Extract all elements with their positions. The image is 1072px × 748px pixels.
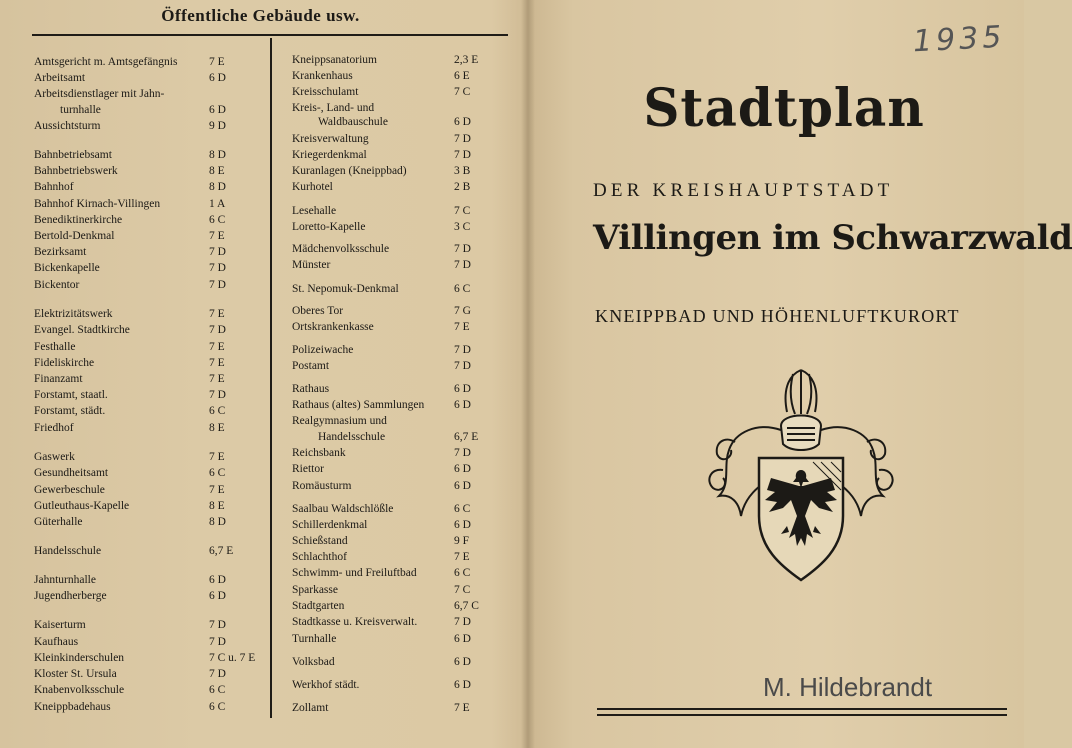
- entry-name: Volksbad: [292, 656, 335, 668]
- entry-grid-ref: 6 D: [454, 116, 471, 128]
- entry-grid-ref: 7 D: [209, 668, 226, 680]
- entry-name: Bahnhof Kirnach-Villingen: [34, 198, 161, 210]
- entry-name: Kloster St. Ursula: [34, 668, 117, 680]
- entry-name: Gesundheitsamt: [34, 467, 109, 479]
- entry-name: Güterhalle: [34, 516, 83, 528]
- entry-name: Schwimm- und Freiluftbad: [292, 567, 417, 579]
- entry-name: Aussichtsturm: [34, 120, 101, 132]
- entry-grid-ref: 3 B: [454, 165, 471, 177]
- page-fold: [521, 0, 535, 748]
- entry-name: Forstamt, städt.: [34, 405, 106, 417]
- entry-grid-ref: 7 D: [209, 279, 226, 291]
- entry-name: Knabenvolksschule: [34, 684, 125, 696]
- entry-grid-ref: 7 E: [454, 321, 470, 333]
- entry-grid-ref: 7 E: [209, 451, 225, 463]
- entry-name: Kleinkinderschulen: [34, 652, 125, 664]
- entry-name: Stadtkasse u. Kreisverwalt.: [292, 616, 418, 628]
- entry-name: Münster: [292, 259, 331, 271]
- entry-grid-ref: 7 E: [209, 308, 225, 320]
- entry-name: turnhalle: [60, 104, 101, 116]
- entry-grid-ref: 7 E: [454, 702, 470, 714]
- entry-name: Amtsgericht m. Amtsgefängnis: [34, 56, 178, 68]
- entry-name: Rathaus: [292, 383, 330, 395]
- entry-name: Loretto-Kapelle: [292, 221, 366, 233]
- entry-name: Jugendherberge: [34, 590, 107, 602]
- entry-grid-ref: 6 D: [209, 72, 226, 84]
- entry-name: Bertold-Denkmal: [34, 230, 115, 242]
- entry-grid-ref: 7 E: [209, 373, 225, 385]
- entry-name: Schießstand: [292, 535, 348, 547]
- entry-grid-ref: 7 D: [454, 616, 471, 628]
- entry-grid-ref: 6 D: [454, 480, 471, 492]
- entry-grid-ref: 6 C: [454, 283, 471, 295]
- entry-name: Polizeiwache: [292, 344, 354, 356]
- entry-grid-ref: 6 D: [454, 383, 471, 395]
- entry-name: Friedhof: [34, 422, 74, 434]
- entry-name: Reichsbank: [292, 447, 346, 459]
- cover-page: [535, 0, 1072, 748]
- entry-grid-ref: 1 A: [209, 198, 226, 210]
- watermark-signature: M. Hildebrandt: [763, 672, 933, 702]
- entry-grid-ref: 6 D: [454, 656, 471, 668]
- entry-grid-ref: 7 D: [454, 133, 471, 145]
- entry-grid-ref: 7 D: [454, 344, 471, 356]
- entry-grid-ref: 7 E: [209, 230, 225, 242]
- entry-name: Kriegerdenkmal: [292, 149, 367, 161]
- entry-grid-ref: 6 D: [454, 463, 471, 475]
- entry-grid-ref: 7 E: [209, 56, 225, 68]
- entry-name: Riettor: [292, 463, 324, 475]
- entry-grid-ref: 7 D: [454, 447, 471, 459]
- entry-name: Bezirksamt: [34, 246, 87, 258]
- entry-grid-ref: 7 D: [209, 324, 226, 336]
- entry-grid-ref: 7 D: [209, 389, 226, 401]
- entry-name: Gutleuthaus-Kapelle: [34, 500, 130, 512]
- entry-name: Finanzamt: [34, 373, 83, 385]
- entry-name: Bahnbetriebsamt: [34, 149, 112, 161]
- entry-grid-ref: 7 C: [454, 86, 471, 98]
- entry-name: Evangel. Stadtkirche: [34, 324, 130, 336]
- entry-name: Kreis-, Land- und: [292, 102, 375, 114]
- entry-grid-ref: 6 C: [209, 701, 226, 713]
- entry-grid-ref: 6 D: [454, 399, 471, 411]
- entry-name: Zollamt: [292, 702, 329, 714]
- entry-grid-ref: 6 D: [454, 633, 471, 645]
- entry-name: Bickenkapelle: [34, 262, 100, 274]
- entry-grid-ref: 6 D: [209, 590, 226, 602]
- entry-name: Ortskrankenkasse: [292, 321, 374, 333]
- entry-name: Festhalle: [34, 341, 76, 353]
- handwritten-year: 1935: [912, 19, 1007, 60]
- entry-name: Bahnhof: [34, 181, 74, 193]
- entry-grid-ref: 7 C: [454, 205, 471, 217]
- entry-name: Bickentor: [34, 279, 80, 291]
- entry-grid-ref: 6,7 C: [454, 600, 479, 612]
- entry-grid-ref: 7 E: [209, 341, 225, 353]
- entry-name: Kaiserturm: [34, 619, 86, 631]
- entry-name: Oberes Tor: [292, 305, 344, 317]
- entry-grid-ref: 9 D: [209, 120, 226, 132]
- entry-grid-ref: 7 D: [209, 619, 226, 631]
- entry-name: Arbeitsamt: [34, 72, 86, 84]
- entry-name: Gewerbeschule: [34, 484, 105, 496]
- entry-grid-ref: 2 B: [454, 181, 471, 193]
- entry-grid-ref: 7 D: [209, 262, 226, 274]
- entry-grid-ref: 7 E: [454, 551, 470, 563]
- entry-name: Krankenhaus: [292, 70, 353, 82]
- entry-name: Fideliskirche: [34, 357, 95, 369]
- entry-name: Elektrizitätswerk: [34, 308, 113, 320]
- entry-name: Mädchenvolksschule: [292, 243, 390, 255]
- entry-grid-ref: 7 E: [209, 357, 225, 369]
- town-tagline: KNEIPPBAD UND HÖHENLUFTKURORT: [595, 306, 960, 326]
- entry-name: Waldbauschule: [318, 116, 388, 128]
- entry-name: Handelsschule: [34, 545, 102, 557]
- entry-grid-ref: 6 C: [454, 567, 471, 579]
- entry-name: Schlachthof: [292, 551, 347, 563]
- index-page: [0, 0, 521, 748]
- cover-title: Stadtplan: [643, 76, 925, 139]
- entry-grid-ref: 8 E: [209, 165, 225, 177]
- entry-grid-ref: 7 G: [454, 305, 471, 317]
- entry-name: Handelsschule: [318, 431, 386, 443]
- entry-grid-ref: 6 E: [454, 70, 470, 82]
- entry-name: Gaswerk: [34, 451, 75, 463]
- entry-name: Sparkasse: [292, 584, 338, 596]
- entry-name: Turnhalle: [292, 633, 337, 645]
- column-divider: [270, 38, 272, 718]
- header-rule: [32, 34, 508, 36]
- entry-name: Werkhof städt.: [292, 679, 360, 691]
- entry-grid-ref: 7 D: [209, 246, 226, 258]
- entry-grid-ref: 8 E: [209, 422, 225, 434]
- entry-name: Rathaus (altes) Sammlungen: [292, 399, 425, 411]
- entry-name: Kneippsanatorium: [292, 54, 377, 66]
- entry-grid-ref: 6 D: [209, 104, 226, 116]
- entry-name: Arbeitsdienstlager mit Jahn-: [34, 88, 165, 100]
- entry-grid-ref: 7 C u. 7 E: [209, 652, 256, 664]
- cover-subtitle: DER KREISHAUPTSTADT: [593, 180, 894, 201]
- entry-name: Kurhotel: [292, 181, 333, 193]
- entry-grid-ref: 6 C: [209, 214, 226, 226]
- entry-grid-ref: 6 D: [454, 679, 471, 691]
- entry-grid-ref: 6 C: [209, 684, 226, 696]
- entry-name: Saalbau Waldschlößle: [292, 503, 394, 515]
- entry-grid-ref: 7 D: [209, 636, 226, 648]
- entry-grid-ref: 7 C: [454, 584, 471, 596]
- entry-name: Kaufhaus: [34, 636, 79, 648]
- entry-grid-ref: 6 C: [209, 405, 226, 417]
- entry-grid-ref: 2,3 E: [454, 54, 479, 66]
- entry-grid-ref: 6 D: [454, 519, 471, 531]
- entry-name: Bahnbetriebswerk: [34, 165, 118, 177]
- entry-name: Kuranlagen (Kneippbad): [292, 165, 407, 177]
- entry-grid-ref: 7 D: [454, 360, 471, 372]
- entry-name: Jahnturnhalle: [34, 574, 96, 586]
- entry-grid-ref: 7 D: [454, 259, 471, 271]
- entry-name: Realgymnasium und: [292, 415, 387, 427]
- entry-grid-ref: 7 E: [209, 484, 225, 496]
- entry-name: Stadtgarten: [292, 600, 345, 612]
- coat-of-arms-icon: [701, 366, 901, 588]
- entry-grid-ref: 7 D: [454, 243, 471, 255]
- entry-grid-ref: 3 C: [454, 221, 471, 233]
- entry-grid-ref: 6 C: [209, 467, 226, 479]
- entry-grid-ref: 6,7 E: [454, 431, 479, 443]
- entry-grid-ref: 9 F: [454, 535, 470, 547]
- entry-name: Kneippbadehaus: [34, 701, 111, 713]
- entry-grid-ref: 8 D: [209, 149, 226, 161]
- entry-name: Kreisschulamt: [292, 86, 359, 98]
- bottom-rule: [597, 708, 1007, 716]
- entry-name: Postamt: [292, 360, 330, 372]
- entry-grid-ref: 6 C: [454, 503, 471, 515]
- index-header: Öffentliche Gebäude usw.: [161, 6, 360, 25]
- entry-name: Schillerdenkmal: [292, 519, 368, 531]
- entry-grid-ref: 8 D: [209, 516, 226, 528]
- entry-grid-ref: 7 D: [454, 149, 471, 161]
- entry-name: Benediktinerkirche: [34, 214, 123, 226]
- entry-grid-ref: 8 D: [209, 181, 226, 193]
- entry-name: Romäusturm: [292, 480, 352, 492]
- entry-grid-ref: 8 E: [209, 500, 225, 512]
- entry-name: Lesehalle: [292, 205, 337, 217]
- entry-grid-ref: 6 D: [209, 574, 226, 586]
- town-name: Villingen im Schwarzwald: [593, 218, 1072, 258]
- entry-name: St. Nepomuk-Denkmal: [292, 283, 399, 295]
- entry-name: Kreisverwaltung: [292, 133, 369, 145]
- entry-name: Forstamt, staatl.: [34, 389, 108, 401]
- entry-grid-ref: 6,7 E: [209, 545, 234, 557]
